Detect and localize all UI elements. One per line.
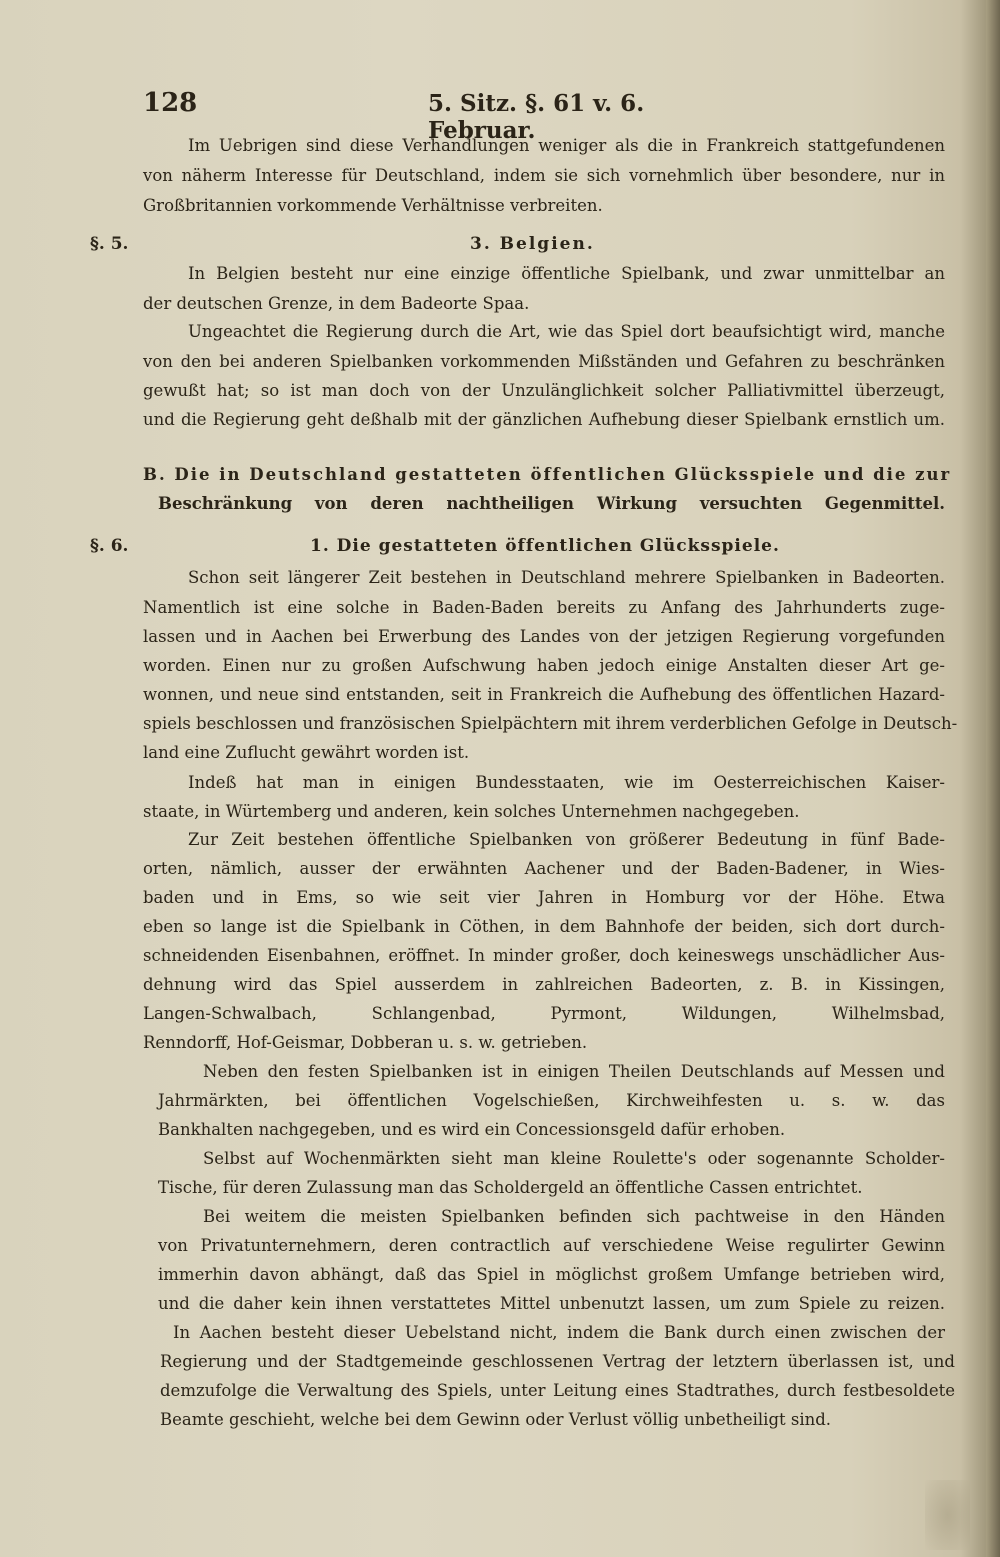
text-line: Neben den festen Spielbanken ist in einigen Theilen Deutschlands auf Messen und <box>203 1062 945 1081</box>
text-line: Jahrmärkten, bei öffentlichen Vogelschießen, Kirchweihfesten u. s. w. das <box>158 1091 945 1110</box>
section-heading-belgien: 3. Belgien. <box>470 234 595 254</box>
text-line: spiels beschlossen und französischen Spielpächtern mit ihrem verderblichen Gefolge in Deutsch- <box>143 714 958 733</box>
text-line: orten, nämlich, ausser der erwähnten Aachener und der Baden-Badener, in Wies- <box>143 859 945 878</box>
text-line: schneidenden Eisenbahnen, eröffnet. In minder großer, doch keineswegs unschädlicher Aus- <box>143 946 945 965</box>
text-line: Ungeachtet die Regierung durch die Art, wie das Spiel dort beaufsichtigt wird, manche <box>188 322 945 341</box>
text-line: Namentlich ist eine solche in Baden-Baden bereits zu Anfang des Jahrhunderts zuge- <box>143 598 945 617</box>
page-header <box>143 88 713 144</box>
text-line: der deutschen Grenze, in dem Badeorte Spaa. <box>143 294 530 313</box>
text-line: Tische, für deren Zulassung man das Scholdergeld an öffentliche Cassen entrichtet. <box>158 1178 863 1197</box>
text-line: und die daher kein ihnen verstattetes Mittel unbenutzt lassen, um zum Spiele zu reizen. <box>158 1294 945 1313</box>
page-number: 128 <box>143 88 198 118</box>
text-line: In Belgien besteht nur eine einzige öffentliche Spielbank, und zwar unmittelbar an <box>188 264 945 283</box>
text-line: Zur Zeit bestehen öffentliche Spielbanken von größerer Bedeutung in fünf Bade- <box>188 830 945 849</box>
text-line: Bankhalten nachgegeben, und es wird ein Concessionsgeld dafür erhoben. <box>158 1120 786 1139</box>
running-title: 5. Sitz. §. 61 v. 6. Februar. <box>428 90 645 144</box>
section-mark-6: §. 6. <box>90 536 129 556</box>
text-line: eben so lange ist die Spielbank in Cöthen, in dem Bahnhofe der beiden, sich dort durch- <box>143 917 945 936</box>
page-edge <box>986 0 1000 1557</box>
text-line: wonnen, und neue sind entstanden, seit in Frankreich die Aufhebung des öffentlichen Hazard- <box>143 685 945 704</box>
text-line: land eine Zuflucht gewährt worden ist. <box>143 743 470 762</box>
text-line: Großbritannien vorkommende Verhältnisse verbreiten. <box>143 196 603 215</box>
section-mark-5: §. 5. <box>90 234 129 254</box>
text-line: worden. Einen nur zu großen Aufschwung haben jedoch einige Anstalten dieser Art ge- <box>143 656 945 675</box>
text-line: Bei weitem die meisten Spielbanken befinden sich pachtweise in den Händen <box>203 1207 945 1226</box>
text-line: Selbst auf Wochenmärkten sieht man kleine Roulette's oder sogenannte Scholder- <box>203 1149 945 1168</box>
paper-stain <box>925 1480 970 1550</box>
part-b-title-line2: Beschränkung von deren nachtheiligen Wirkung versuchten Gegenmittel. <box>158 494 945 513</box>
text-line: baden und in Ems, so wie seit vier Jahren in Homburg vor der Höhe. Etwa <box>143 888 945 907</box>
text-line: demzufolge die Verwaltung des Spiels, unter Leitung eines Stadtrathes, durch festbesoldete <box>160 1381 955 1400</box>
text-line: gewußt hat; so ist man doch von der Unzulänglichkeit solcher Palliativmittel überzeugt, <box>143 381 945 400</box>
text-line: Im Uebrigen sind diese Verhandlungen weniger als die in Frankreich stattgefundenen <box>188 136 945 155</box>
part-b-title-line1: B. Die in Deutschland gestatteten öffentlichen Glücksspiele und die zur <box>143 465 952 484</box>
section-heading-gluecksspiele: 1. Die gestatteten öffentlichen Glücksspiele. <box>310 536 780 556</box>
text-line: und die Regierung geht deßhalb mit der gänzlichen Aufhebung dieser Spielbank ernstlich um. <box>143 410 945 429</box>
text-line: von näherm Interesse für Deutschland, indem sie sich vornehmlich über besondere, nur in <box>143 166 945 185</box>
text-line: Langen-Schwalbach, Schlangenbad, Pyrmont, Wildungen, Wilhelmsbad, <box>143 1004 945 1023</box>
text-line: Schon seit längerer Zeit bestehen in Deutschland mehrere Spielbanken in Badeorten. <box>188 568 945 587</box>
text-line: Regierung und der Stadtgemeinde geschlossenen Vertrag der letztern überlassen ist, und <box>160 1352 955 1371</box>
text-line: immerhin davon abhängt, daß das Spiel in möglichst großem Umfange betrieben wird, <box>158 1265 945 1284</box>
text-line: von den bei anderen Spielbanken vorkommenden Mißständen und Gefahren zu beschränken <box>143 352 945 371</box>
text-line: von Privatunternehmern, deren contractlich auf verschiedene Weise regulirter Gewinn <box>158 1236 945 1255</box>
text-line: staate, in Würtemberg und anderen, kein solches Unternehmen nachgegeben. <box>143 802 800 821</box>
text-line: Indeß hat man in einigen Bundesstaaten, wie im Oesterreichischen Kaiser- <box>188 773 945 792</box>
text-line: lassen und in Aachen bei Erwerbung des Landes von der jetzigen Regierung vorgefunden <box>143 627 945 646</box>
text-line: dehnung wird das Spiel ausserdem in zahlreichen Badeorten, z. B. in Kissingen, <box>143 975 945 994</box>
text-line: Beamte geschieht, welche bei dem Gewinn oder Verlust völlig unbetheiligt sind. <box>160 1410 832 1429</box>
text-line: Renndorff, Hof-Geismar, Dobberan u. s. w. getrieben. <box>143 1033 588 1052</box>
text-line: In Aachen besteht dieser Uebelstand nicht, indem die Bank durch einen zwischen der <box>173 1323 945 1342</box>
